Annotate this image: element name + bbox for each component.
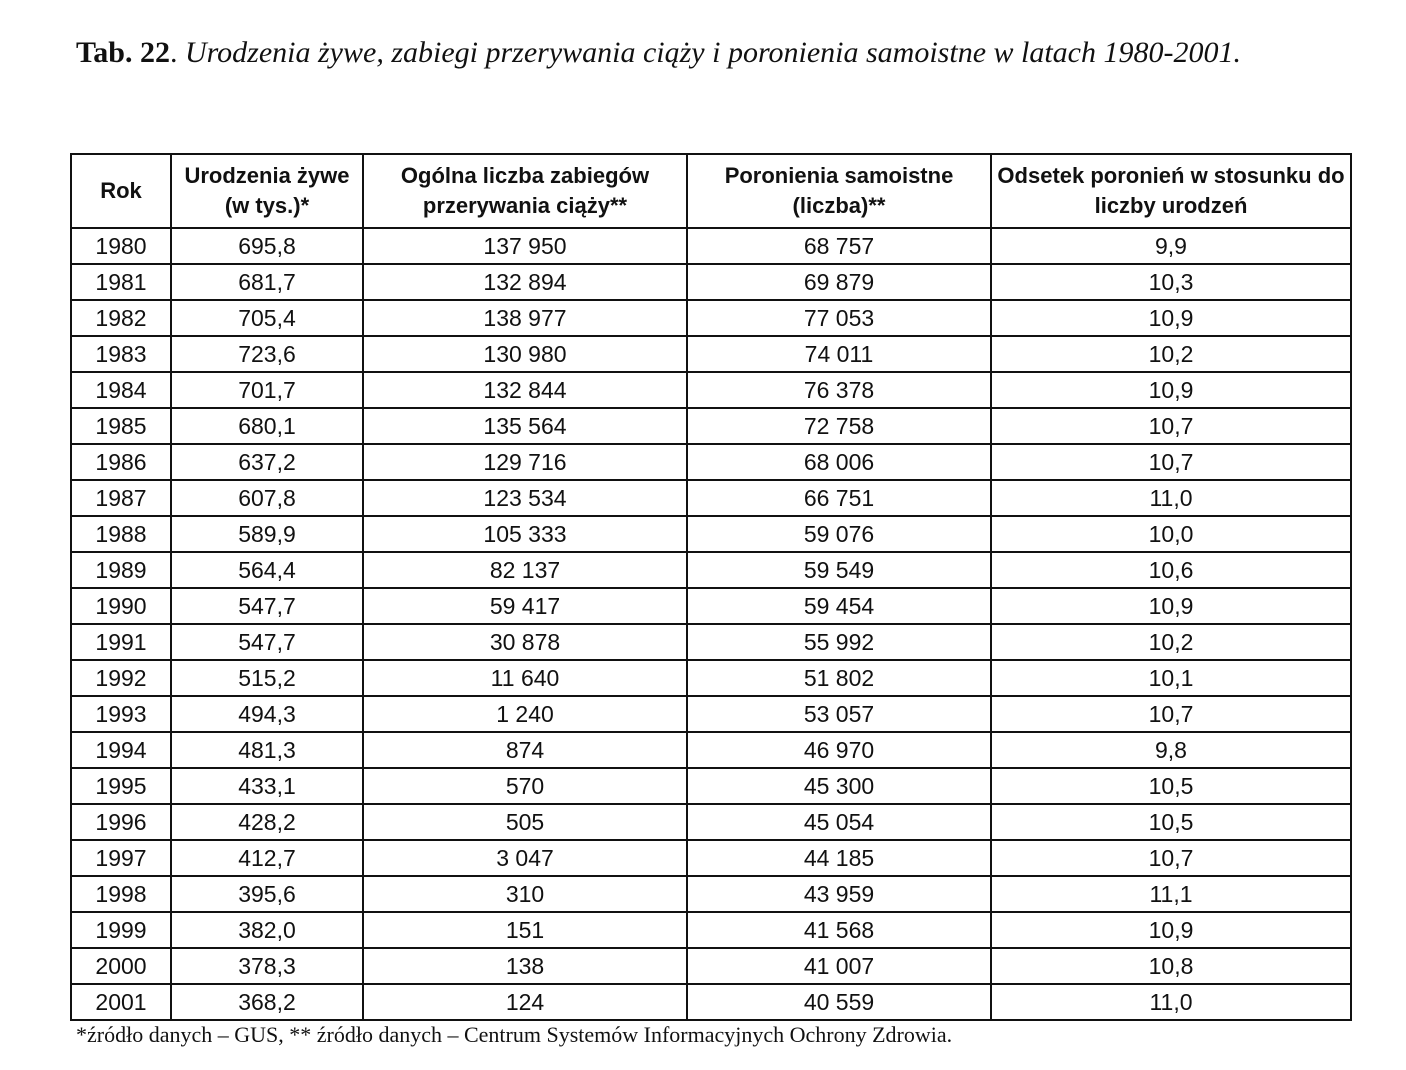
- cell-miscarriage-rate: 11,0: [991, 480, 1351, 516]
- cell-live-births: 607,8: [171, 480, 363, 516]
- cell-miscarriages: 77 053: [687, 300, 991, 336]
- cell-live-births: 547,7: [171, 624, 363, 660]
- table-row: [71, 804, 1351, 840]
- cell-abortions: 124: [363, 984, 687, 1020]
- cell-miscarriage-rate: 10,7: [991, 696, 1351, 732]
- cell-year: 1984: [71, 372, 171, 408]
- table-row: [71, 840, 1351, 876]
- table-row: [71, 660, 1351, 696]
- cell-year: 1985: [71, 408, 171, 444]
- cell-live-births: 637,2: [171, 444, 363, 480]
- cell-abortions: 151: [363, 912, 687, 948]
- cell-live-births: 589,9: [171, 516, 363, 552]
- table-row: [71, 408, 1351, 444]
- cell-miscarriage-rate: 10,7: [991, 840, 1351, 876]
- cell-miscarriage-rate: 10,9: [991, 588, 1351, 624]
- cell-live-births: 433,1: [171, 768, 363, 804]
- cell-miscarriages: 51 802: [687, 660, 991, 696]
- caption-text: Urodzenia żywe, zabiegi przerywania ciąży i poronienia samoistne w latach 1980-2001.: [184, 36, 1241, 69]
- table-row: [71, 732, 1351, 768]
- cell-live-births: 695,8: [171, 228, 363, 264]
- table-row: [71, 588, 1351, 624]
- table-row: [71, 912, 1351, 948]
- cell-miscarriage-rate: 10,2: [991, 624, 1351, 660]
- cell-abortions: 3 047: [363, 840, 687, 876]
- cell-miscarriage-rate: 10,9: [991, 300, 1351, 336]
- cell-abortions: 132 844: [363, 372, 687, 408]
- cell-live-births: 428,2: [171, 804, 363, 840]
- cell-year: 1991: [71, 624, 171, 660]
- table-row: [71, 300, 1351, 336]
- cell-miscarriage-rate: 10,5: [991, 768, 1351, 804]
- cell-miscarriages: 46 970: [687, 732, 991, 768]
- cell-live-births: 515,2: [171, 660, 363, 696]
- cell-abortions: 82 137: [363, 552, 687, 588]
- table-row: [71, 624, 1351, 660]
- cell-miscarriages: 59 549: [687, 552, 991, 588]
- cell-miscarriages: 69 879: [687, 264, 991, 300]
- cell-year: 1987: [71, 480, 171, 516]
- cell-miscarriage-rate: 10,0: [991, 516, 1351, 552]
- cell-year: 1998: [71, 876, 171, 912]
- cell-abortions: 11 640: [363, 660, 687, 696]
- cell-year: 1981: [71, 264, 171, 300]
- cell-abortions: 59 417: [363, 588, 687, 624]
- table-row: [71, 228, 1351, 264]
- header-miscarriage-rate: Odsetek poronień w stosunku do liczby urodzeń: [991, 154, 1351, 228]
- cell-miscarriage-rate: 11,0: [991, 984, 1351, 1020]
- header-abortions: Ogólna liczba zabiegów przerywania ciąży**: [363, 154, 687, 228]
- cell-miscarriage-rate: 10,7: [991, 408, 1351, 444]
- table-caption: [76, 28, 1326, 78]
- cell-year: 1990: [71, 588, 171, 624]
- cell-miscarriages: 41 568: [687, 912, 991, 948]
- cell-abortions: 130 980: [363, 336, 687, 372]
- cell-miscarriages: 40 559: [687, 984, 991, 1020]
- cell-miscarriages: 53 057: [687, 696, 991, 732]
- cell-miscarriage-rate: 9,9: [991, 228, 1351, 264]
- table-row: [71, 552, 1351, 588]
- cell-live-births: 723,6: [171, 336, 363, 372]
- cell-miscarriage-rate: 10,5: [991, 804, 1351, 840]
- cell-miscarriages: 45 054: [687, 804, 991, 840]
- cell-live-births: 705,4: [171, 300, 363, 336]
- cell-live-births: 378,3: [171, 948, 363, 984]
- table-row: [71, 480, 1351, 516]
- cell-miscarriage-rate: 10,1: [991, 660, 1351, 696]
- cell-abortions: 1 240: [363, 696, 687, 732]
- cell-miscarriage-rate: 10,6: [991, 552, 1351, 588]
- cell-miscarriages: 43 959: [687, 876, 991, 912]
- data-table: [70, 153, 1352, 1021]
- table-row: [71, 984, 1351, 1020]
- table-body: [71, 228, 1351, 1020]
- footnote: *źródło danych – GUS, ** źródło danych – Centrum Systemów Informacyjnych Ochrony Zdrowia.: [76, 1022, 953, 1047]
- cell-live-births: 681,7: [171, 264, 363, 300]
- cell-abortions: 123 534: [363, 480, 687, 516]
- cell-live-births: 494,3: [171, 696, 363, 732]
- table-row: [71, 768, 1351, 804]
- cell-miscarriages: 68 006: [687, 444, 991, 480]
- cell-abortions: 129 716: [363, 444, 687, 480]
- cell-miscarriages: 59 076: [687, 516, 991, 552]
- cell-year: 1993: [71, 696, 171, 732]
- cell-year: 1989: [71, 552, 171, 588]
- cell-live-births: 547,7: [171, 588, 363, 624]
- cell-live-births: 382,0: [171, 912, 363, 948]
- table-row: [71, 444, 1351, 480]
- cell-miscarriages: 41 007: [687, 948, 991, 984]
- cell-miscarriages: 59 454: [687, 588, 991, 624]
- cell-miscarriages: 55 992: [687, 624, 991, 660]
- cell-live-births: 564,4: [171, 552, 363, 588]
- cell-year: 1995: [71, 768, 171, 804]
- header-live-births: Urodzenia żywe (w tys.)*: [171, 154, 363, 228]
- cell-abortions: 138 977: [363, 300, 687, 336]
- cell-miscarriages: 66 751: [687, 480, 991, 516]
- cell-abortions: 132 894: [363, 264, 687, 300]
- table-row: [71, 372, 1351, 408]
- header-row: [71, 154, 1351, 228]
- cell-abortions: 135 564: [363, 408, 687, 444]
- cell-miscarriage-rate: 10,2: [991, 336, 1351, 372]
- cell-miscarriages: 44 185: [687, 840, 991, 876]
- cell-abortions: 570: [363, 768, 687, 804]
- cell-abortions: 310: [363, 876, 687, 912]
- table-row: [71, 264, 1351, 300]
- cell-miscarriage-rate: 11,1: [991, 876, 1351, 912]
- cell-year: 1999: [71, 912, 171, 948]
- cell-live-births: 701,7: [171, 372, 363, 408]
- cell-miscarriage-rate: 9,8: [991, 732, 1351, 768]
- cell-abortions: 505: [363, 804, 687, 840]
- table-row: [71, 336, 1351, 372]
- cell-year: 1983: [71, 336, 171, 372]
- cell-miscarriages: 76 378: [687, 372, 991, 408]
- cell-live-births: 412,7: [171, 840, 363, 876]
- cell-year: 1982: [71, 300, 171, 336]
- cell-year: 2000: [71, 948, 171, 984]
- header-year: Rok: [71, 154, 171, 228]
- cell-year: 1992: [71, 660, 171, 696]
- cell-miscarriage-rate: 10,7: [991, 444, 1351, 480]
- header-miscarriages: Poronienia samoistne (liczba)**: [687, 154, 991, 228]
- table-row: [71, 516, 1351, 552]
- cell-miscarriages: 45 300: [687, 768, 991, 804]
- cell-abortions: 137 950: [363, 228, 687, 264]
- cell-year: 2001: [71, 984, 171, 1020]
- cell-abortions: 30 878: [363, 624, 687, 660]
- cell-miscarriages: 74 011: [687, 336, 991, 372]
- cell-year: 1986: [71, 444, 171, 480]
- cell-miscarriage-rate: 10,3: [991, 264, 1351, 300]
- cell-miscarriage-rate: 10,9: [991, 372, 1351, 408]
- cell-miscarriages: 72 758: [687, 408, 991, 444]
- cell-abortions: 138: [363, 948, 687, 984]
- cell-year: 1996: [71, 804, 171, 840]
- cell-live-births: 481,3: [171, 732, 363, 768]
- table-row: [71, 948, 1351, 984]
- table-row: [71, 696, 1351, 732]
- cell-year: 1997: [71, 840, 171, 876]
- cell-live-births: 368,2: [171, 984, 363, 1020]
- cell-year: 1988: [71, 516, 171, 552]
- cell-miscarriage-rate: 10,9: [991, 912, 1351, 948]
- cell-year: 1994: [71, 732, 171, 768]
- table-row: [71, 876, 1351, 912]
- caption-label: Tab. 22: [76, 36, 170, 69]
- caption-separator: .: [169, 36, 185, 69]
- cell-live-births: 395,6: [171, 876, 363, 912]
- cell-abortions: 105 333: [363, 516, 687, 552]
- cell-year: 1980: [71, 228, 171, 264]
- cell-abortions: 874: [363, 732, 687, 768]
- cell-miscarriages: 68 757: [687, 228, 991, 264]
- cell-miscarriage-rate: 10,8: [991, 948, 1351, 984]
- cell-live-births: 680,1: [171, 408, 363, 444]
